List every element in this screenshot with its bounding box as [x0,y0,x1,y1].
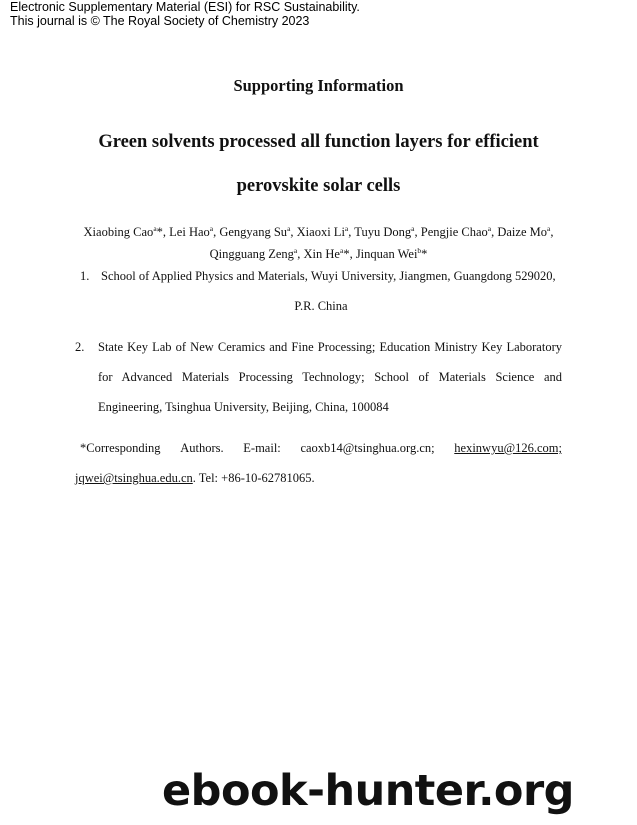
paper-title-line-2: perovskite solar cells [236,176,401,196]
author: Xiaoxi Li$^a$, [296,223,355,239]
author: Daize Mo$^a$, [497,223,554,239]
affiliation-number: 2. [75,340,85,354]
header-line-2: This journal is © The Royal Society of Chemistry 2023 [10,14,310,28]
esi-header [10,0,360,28]
author: Lei Hao$^a$, [169,223,220,239]
author: Xiaobing Cao$^a$*, [83,223,170,239]
telephone: . Tel: +86-10-62781065. [192,471,315,485]
author: Tuyu Dong$^a$, [354,223,421,239]
affiliation-country: P.R. China [294,299,348,313]
affiliation-text: State Key Lab of New Ceramics and Fine Processing; Education Ministry Key Laboratory for Advanced Materials Processing Technology; School of Materials Science and Engineering, Tsinghua University, Beijing, China, 100084 [98,340,562,414]
author-list [30,221,607,265]
affiliation-number: 1. [80,269,90,283]
email-link-3[interactable]: jqwei@tsinghua.edu.cn [75,471,193,485]
email-link-2[interactable]: hexinwyu@126.com; [454,441,562,455]
corresponding-label: *Corresponding [80,441,161,455]
author: Pengjie Chao$^a$, [420,223,498,239]
email-link-1[interactable]: caoxb14@tsinghua.org.cn; [300,441,435,455]
author: Gengyang Su$^a$, [219,223,297,239]
author: Qingguang Zeng$^a$, [209,245,304,261]
email-label: E-mail: [243,441,281,455]
header-line-1: Electronic Supplementary Material (ESI) for RSC Sustainability. [10,0,360,14]
affiliation-2 [75,332,562,422]
paper-title-line-1: Green solvents processed all function layers for efficient [98,132,539,152]
author: Jinquan Wei$^b$* [355,245,428,261]
affiliation-text: School of Applied Physics and Materials, Wuyi University, Jiangmen, Guangdong 529020, [101,269,556,283]
corresponding-authors-word: Authors. [180,441,224,455]
author: Xin He$^a$*, [303,245,356,261]
watermark: ebook-hunter.org [162,766,574,816]
corresponding-authors [75,433,562,493]
supporting-information-label: Supporting Information [233,76,404,95]
